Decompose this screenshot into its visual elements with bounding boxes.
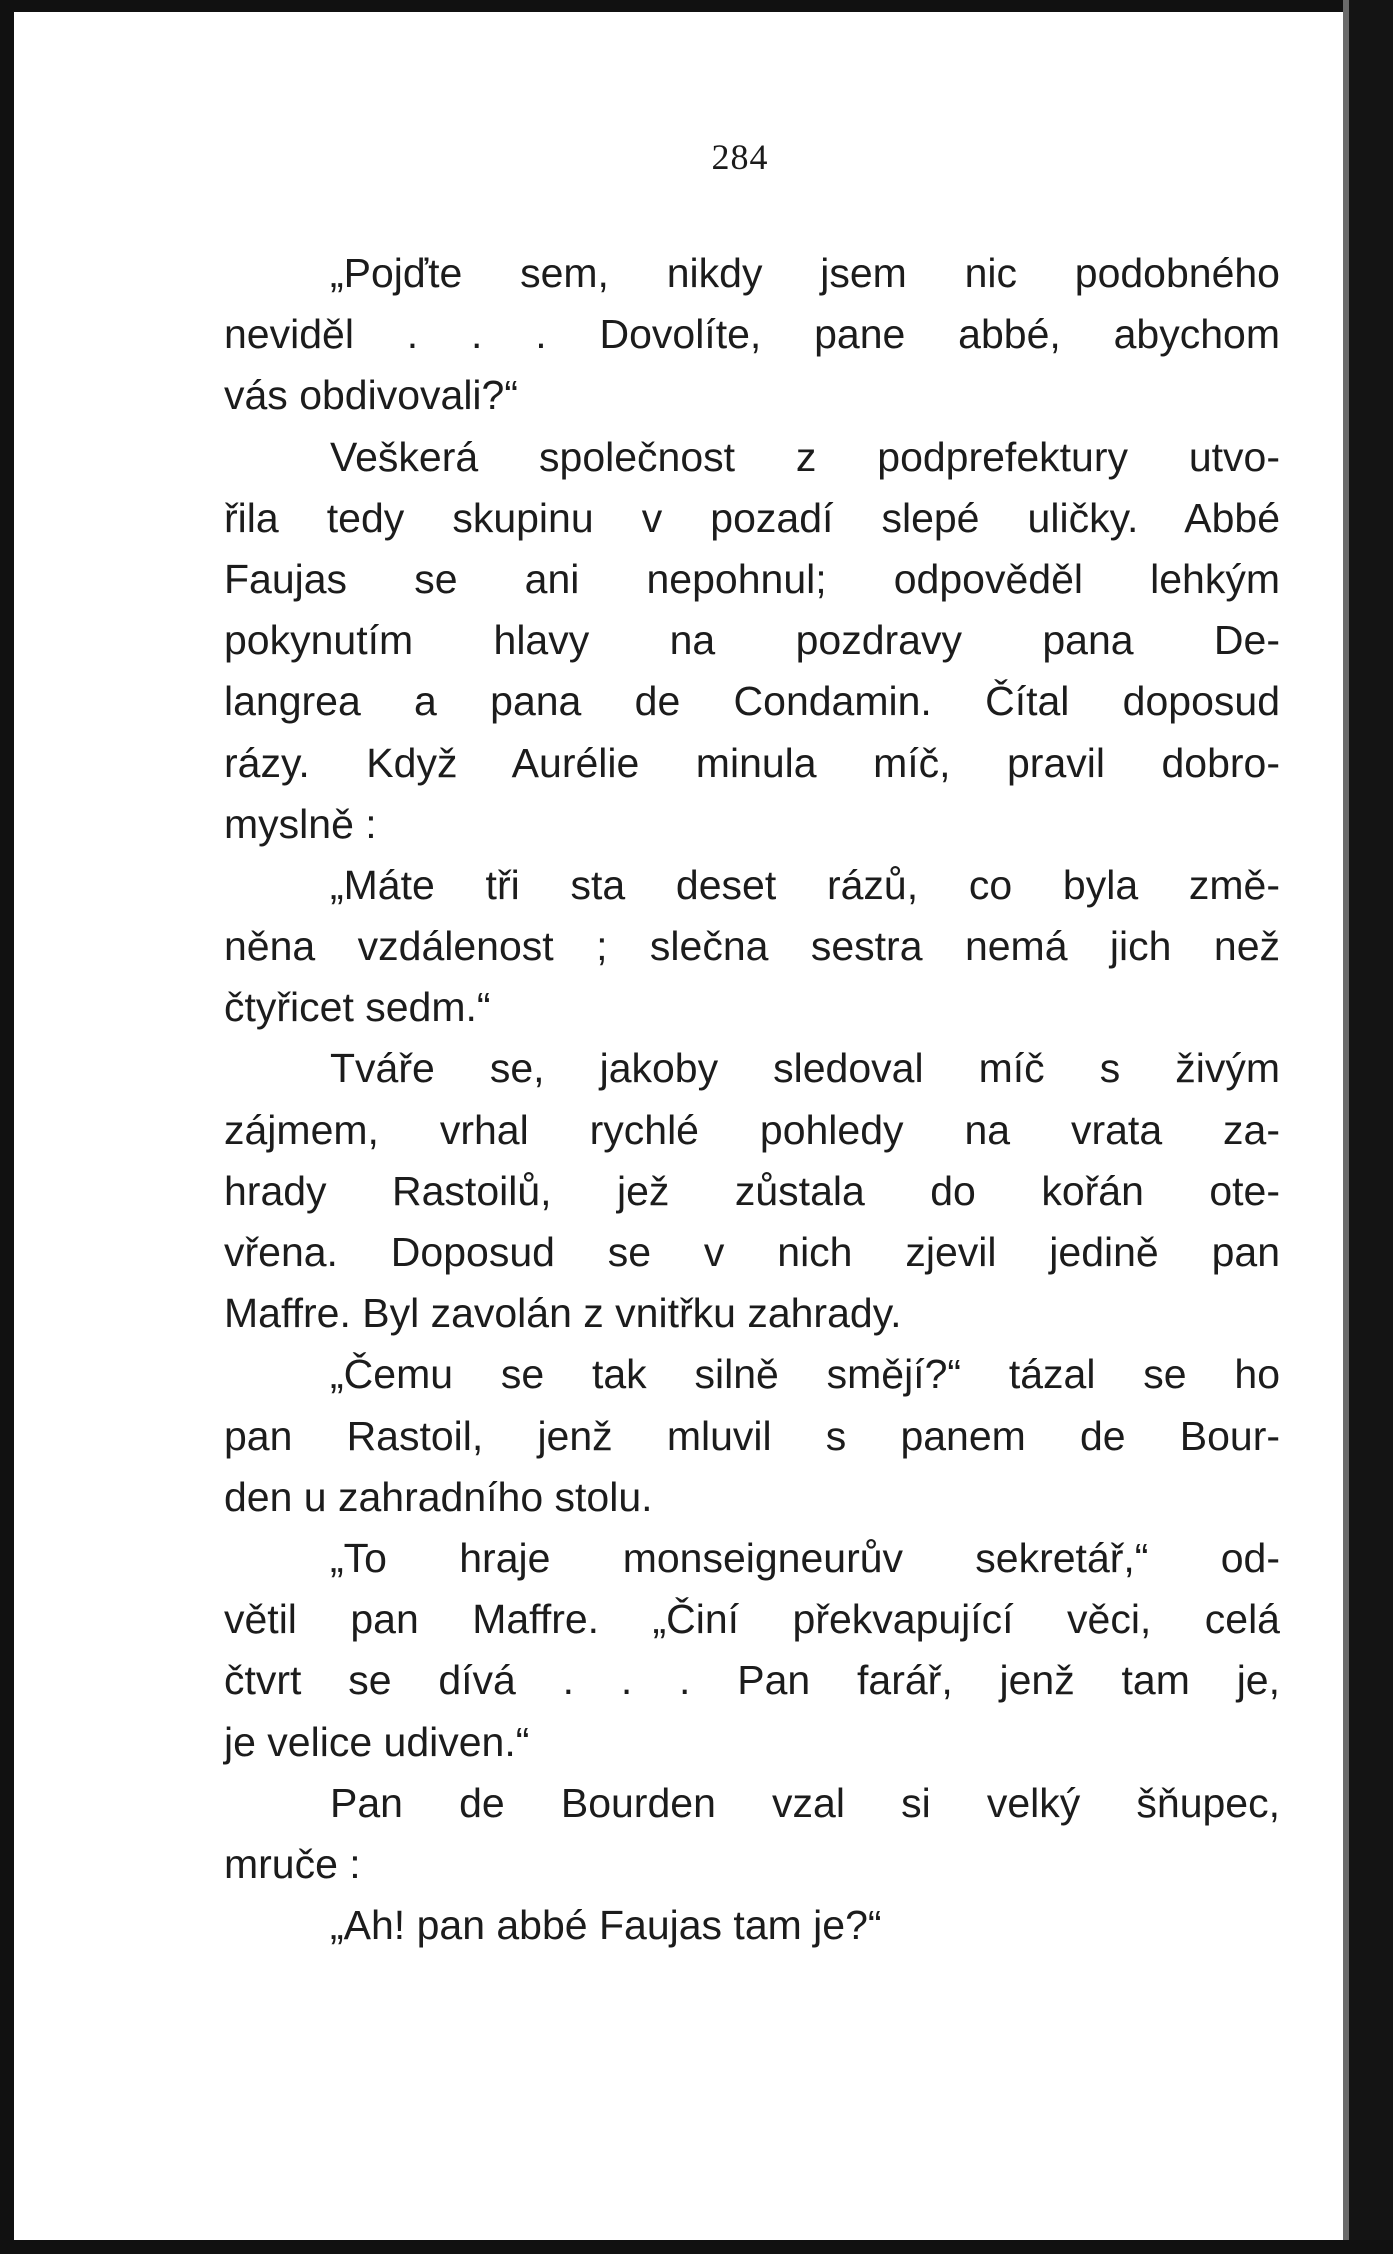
text-line: je velice udiven.“: [224, 1718, 530, 1765]
text-line: den u zahradního stolu.: [224, 1473, 653, 1520]
text-line: „Máte tři sta deset rázů, co byla změ-: [330, 861, 1280, 908]
text-line: Faujas se ani nepohnul; odpověděl lehkým: [224, 555, 1280, 602]
text-line: hrady Rastoilů, jež zůstala do kořán ote-: [224, 1167, 1280, 1214]
text-line: něna vzdálenost ; slečna sestra nemá jich než: [224, 923, 1280, 970]
text-line: „Čemu se tak silně smějí?“ tázal se ho: [330, 1351, 1280, 1398]
text-line: „To hraje monseigneurův sekretář,“ od-: [330, 1534, 1280, 1581]
text-line: „Pojďte sem, nikdy jsem nic podobného: [330, 250, 1280, 296]
text-line: větil pan Maffre. „Činí překvapující věci, celá: [224, 1596, 1280, 1643]
scan-edge-top: [0, 0, 1393, 12]
text-line: myslně :: [224, 800, 377, 847]
text-line: mruče :: [224, 1840, 361, 1887]
text-line: Pan de Bourden vzal si velký šňupec,: [330, 1779, 1280, 1826]
text-line: „Ah! pan abbé Faujas tam je?“: [330, 1902, 882, 1949]
text-line: vřena. Doposud se v nich zjevil jedině pan: [224, 1229, 1280, 1275]
text-line: neviděl . . . Dovolíte, pane abbé, abychom: [224, 311, 1280, 358]
text-line: Maffre. Byl zavolán z vnitřku zahrady.: [224, 1290, 902, 1337]
text-line: rázy. Když Aurélie minula míč, pravil dobro-: [224, 739, 1280, 786]
text-line: Tváře se, jakoby sledoval míč s živým: [330, 1045, 1280, 1092]
scan-edge-right: [1349, 0, 1393, 2254]
text-line: pokynutím hlavy na pozdravy pana De-: [224, 617, 1280, 664]
text-line: řila tedy skupinu v pozadí slepé uličky. Abbé: [224, 494, 1280, 541]
text-line: čtyřicet sedm.“: [224, 984, 491, 1031]
scan-edge-left: [0, 0, 14, 2254]
text-line: čtvrt se dívá . . . Pan farář, jenž tam je,: [224, 1657, 1280, 1704]
text-line: Veškerá společnost z podprefektury utvo-: [330, 433, 1280, 480]
page-number: 284: [711, 137, 769, 177]
text-line: zájmem, vrhal rychlé pohledy na vrata za-: [224, 1106, 1280, 1153]
scan-edge-bottom: [0, 2240, 1393, 2254]
text-line: vás obdivovali?“: [224, 372, 518, 419]
body-text: [224, 243, 1280, 1956]
text-line: langrea a pana de Condamin. Čítal doposud: [224, 678, 1280, 725]
text-line: pan Rastoil, jenž mluvil s panem de Bour-: [224, 1412, 1280, 1459]
